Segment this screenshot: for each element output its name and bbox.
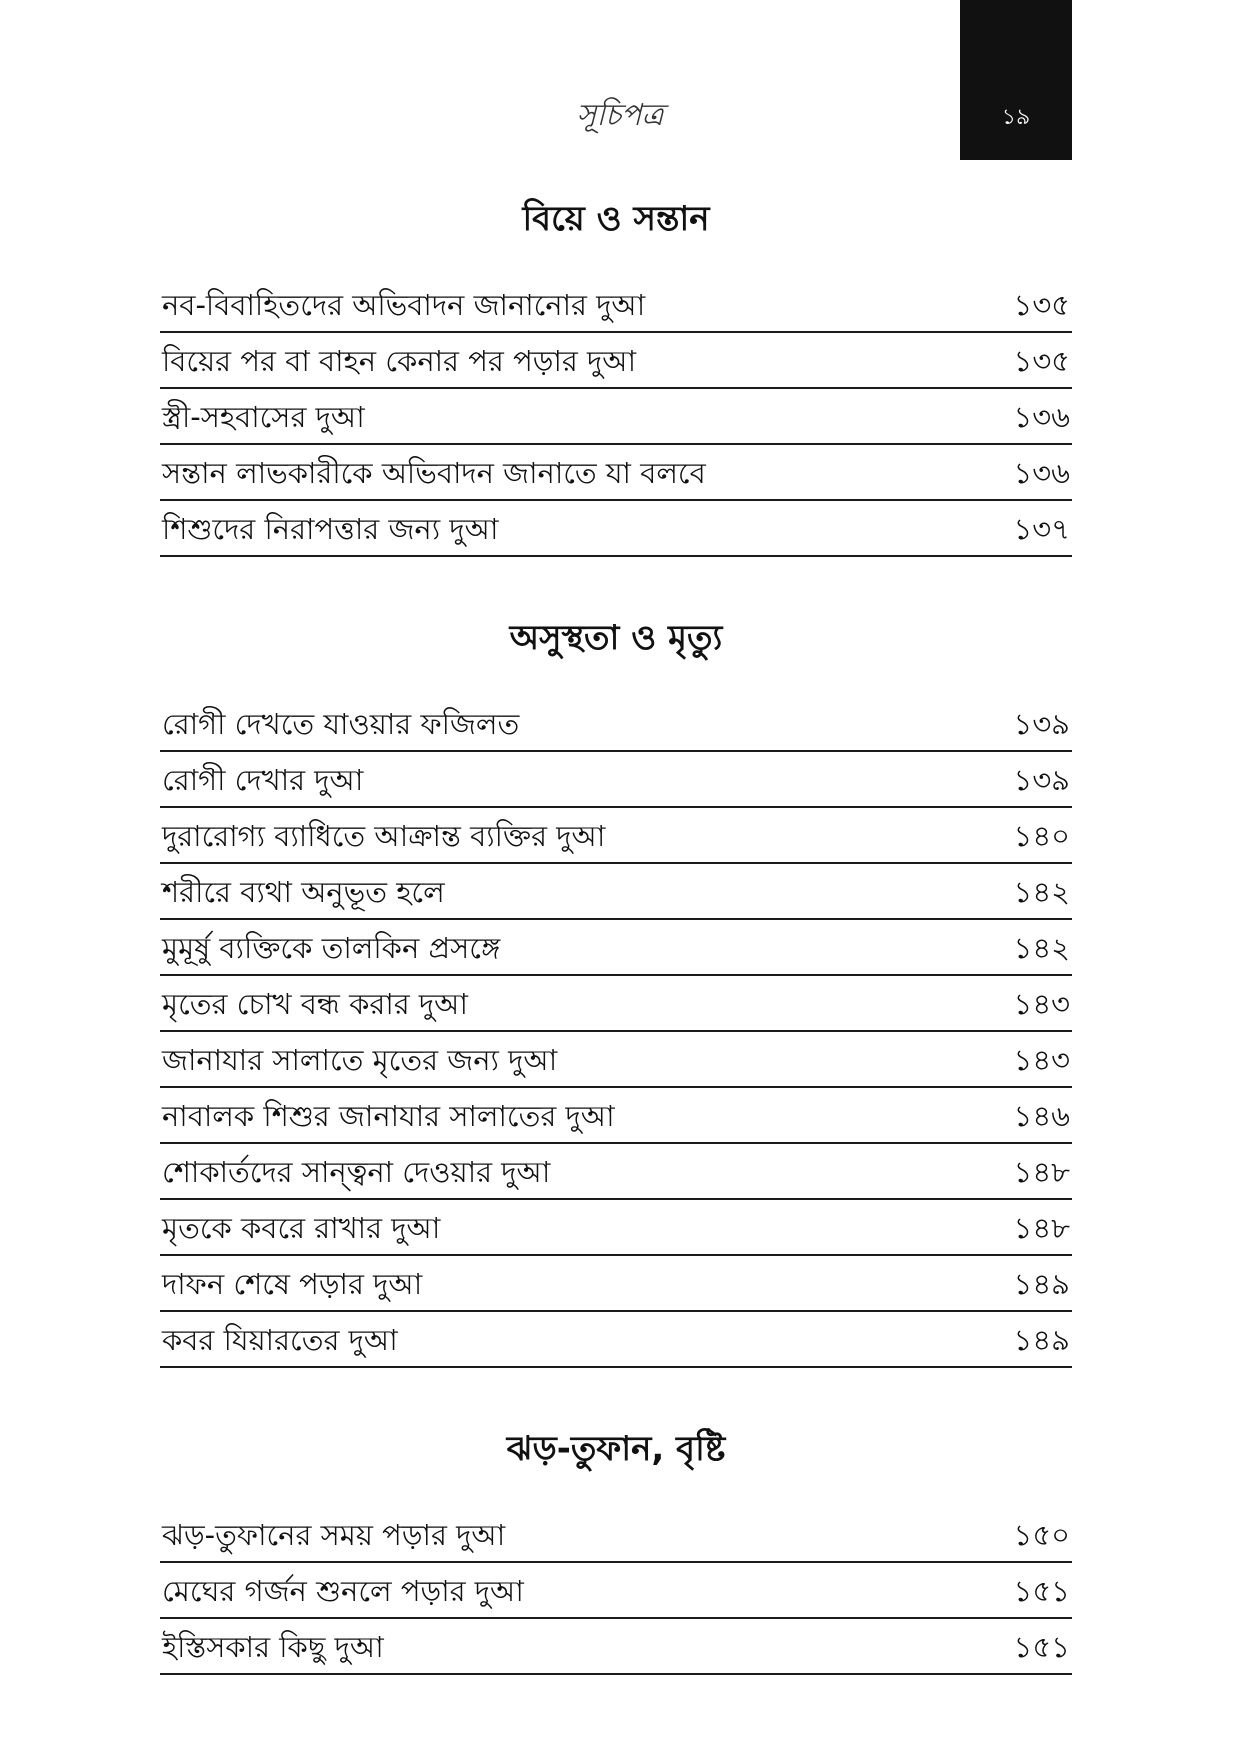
toc-section-marriage — [160, 196, 1072, 557]
toc-entry[interactable] — [160, 333, 1072, 389]
toc-entry[interactable] — [160, 808, 1072, 864]
entry-title: দাফন শেষে পড়ার দুআ — [162, 1267, 423, 1301]
page-number-tab — [960, 0, 1072, 160]
entry-page-number: ১৫১ — [1013, 1574, 1070, 1608]
entry-page-number: ১৪৩ — [1013, 1043, 1070, 1077]
entry-title: দুরারোগ্য ব্যাধিতে আক্রান্ত ব্যক্তির দুআ — [162, 819, 606, 853]
entry-page-number: ১৪০ — [1013, 819, 1070, 853]
toc-entry[interactable] — [160, 1507, 1072, 1563]
entry-title: শিশুদের নিরাপত্তার জন্য দুআ — [162, 512, 499, 546]
entry-page-number: ১৩৫ — [1013, 288, 1070, 322]
section-title: অসুস্থতা ও মৃত্যু — [509, 618, 723, 658]
entry-page-number: ১৩৬ — [1013, 456, 1070, 490]
entry-title: মেঘের গর্জন শুনলে পড়ার দুআ — [162, 1574, 524, 1608]
entry-page-number: ১৪৬ — [1013, 1099, 1070, 1133]
toc-entry[interactable] — [160, 1088, 1072, 1144]
running-title: সূচিপত্র — [576, 98, 664, 133]
toc-entry[interactable] — [160, 864, 1072, 920]
toc-section-storm-rain — [160, 1426, 1072, 1675]
section-title: বিয়ে ও সন্তান — [522, 199, 710, 239]
entry-page-number: ১৪৯ — [1013, 1323, 1070, 1357]
toc-entry[interactable] — [160, 1200, 1072, 1256]
toc-entry[interactable] — [160, 752, 1072, 808]
section-title: ঝড়-তুফান, বৃষ্টি — [506, 1429, 726, 1469]
entry-page-number: ১৪৮ — [1013, 1211, 1070, 1245]
entry-title: শরীরে ব্যথা অনুভূত হলে — [162, 875, 445, 909]
entry-title: মুমূর্ষু ব্যক্তিকে তালকিন প্রসঙ্গে — [162, 931, 501, 965]
toc-entry[interactable] — [160, 1563, 1072, 1619]
entry-page-number: ১৪৮ — [1013, 1155, 1070, 1189]
entry-title: রোগী দেখতে যাওয়ার ফজিলত — [162, 707, 520, 741]
entry-title: শোকার্তদের সান্ত্বনা দেওয়ার দুআ — [162, 1155, 551, 1189]
entry-page-number: ১৪৩ — [1013, 987, 1070, 1021]
entry-page-number: ১৩৫ — [1013, 344, 1070, 378]
entry-title: নাবালক শিশুর জানাযার সালাতের দুআ — [162, 1099, 615, 1133]
toc-entry[interactable] — [160, 920, 1072, 976]
entry-title: কবর যিয়ারতের দুআ — [162, 1323, 398, 1357]
entry-page-number: ১৩৯ — [1013, 763, 1070, 797]
toc-entry[interactable] — [160, 1619, 1072, 1675]
entry-title: মৃতকে কবরে রাখার দুআ — [162, 1211, 441, 1245]
toc-entry[interactable] — [160, 445, 1072, 501]
entry-title: জানাযার সালাতে মৃতের জন্য দুআ — [162, 1043, 558, 1077]
page-number: ১৯ — [1001, 105, 1031, 130]
entry-title: ঝড়-তুফানের সময় পড়ার দুআ — [162, 1518, 506, 1552]
toc-entry[interactable] — [160, 976, 1072, 1032]
entry-title: সন্তান লাভকারীকে অভিবাদন জানাতে যা বলবে — [162, 456, 706, 490]
toc-entry[interactable] — [160, 501, 1072, 557]
entry-page-number: ১৪২ — [1013, 875, 1070, 909]
toc-entry[interactable] — [160, 1256, 1072, 1312]
entry-title: বিয়ের পর বা বাহন কেনার পর পড়ার দুআ — [162, 344, 637, 378]
entry-title: স্ত্রী-সহবাসের দুআ — [162, 400, 365, 434]
entry-page-number: ১৩৭ — [1013, 512, 1070, 546]
toc-entry[interactable] — [160, 696, 1072, 752]
entry-title: মৃতের চোখ বন্ধ করার দুআ — [162, 987, 468, 1021]
entry-page-number: ১৩৬ — [1013, 400, 1070, 434]
entry-title: নব-বিবাহিতদের অভিবাদন জানানোর দুআ — [162, 288, 646, 322]
entry-page-number: ১৫১ — [1013, 1630, 1070, 1664]
toc-entry[interactable] — [160, 389, 1072, 445]
entry-title: রোগী দেখার দুআ — [162, 763, 364, 797]
entry-page-number: ১৫০ — [1013, 1518, 1070, 1552]
table-of-contents — [160, 196, 1072, 1675]
toc-entry[interactable] — [160, 277, 1072, 333]
toc-entry[interactable] — [160, 1144, 1072, 1200]
entry-page-number: ১৪২ — [1013, 931, 1070, 965]
entry-page-number: ১৪৯ — [1013, 1267, 1070, 1301]
entry-title: ইস্তিসকার কিছু দুআ — [162, 1630, 384, 1664]
toc-section-illness-death — [160, 615, 1072, 1368]
toc-entry[interactable] — [160, 1032, 1072, 1088]
toc-entry[interactable] — [160, 1312, 1072, 1368]
entry-page-number: ১৩৯ — [1013, 707, 1070, 741]
